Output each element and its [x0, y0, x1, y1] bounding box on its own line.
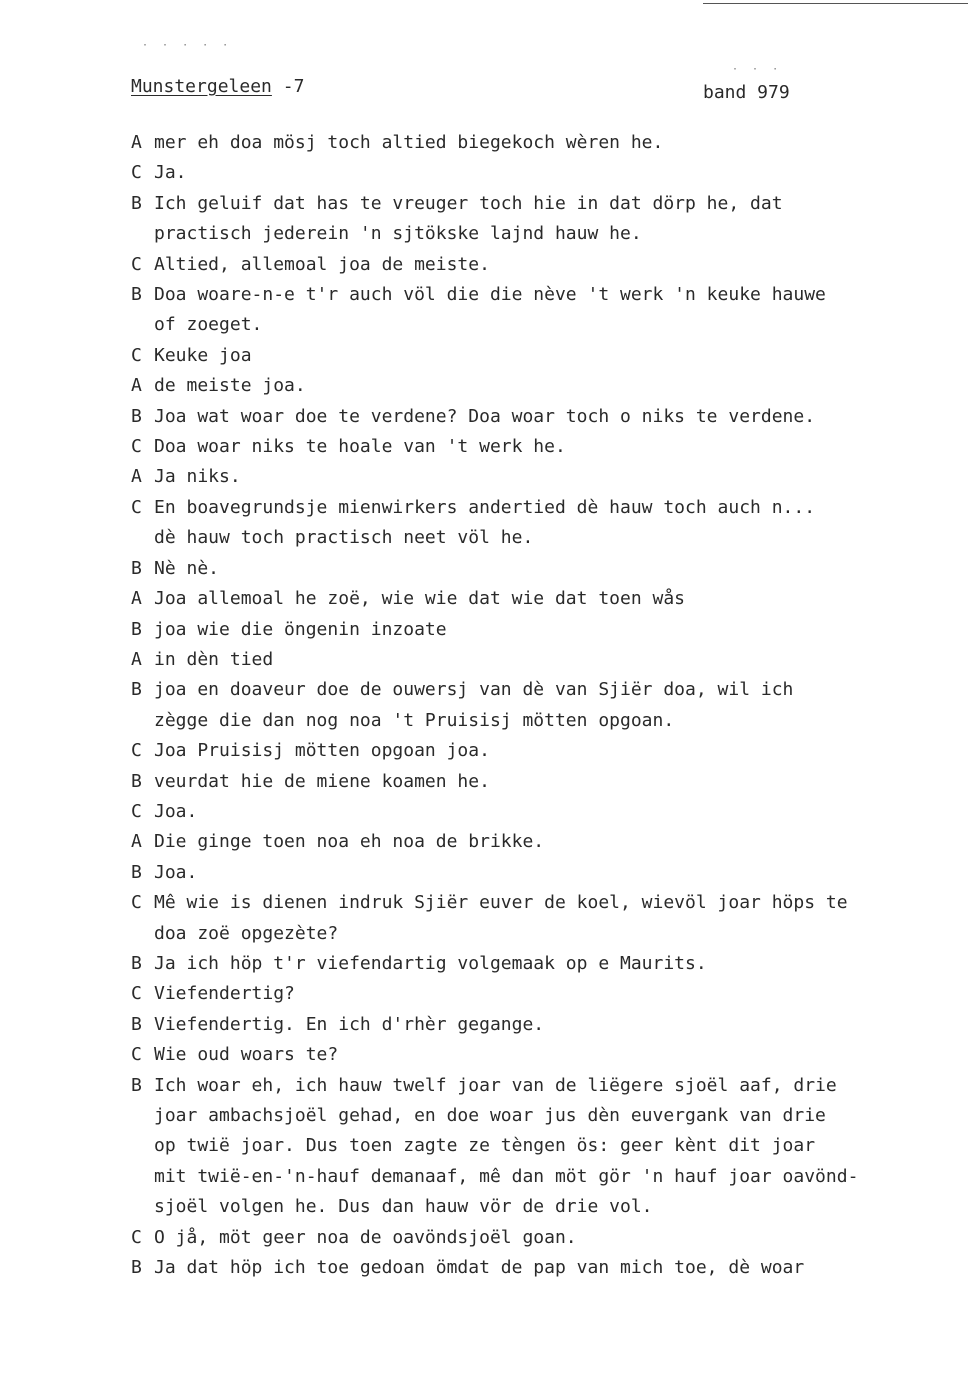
speaker-label: B — [131, 557, 142, 579]
speaker-label: A — [131, 588, 142, 610]
speaker-label: B — [131, 952, 142, 974]
speaker-label: C — [131, 740, 142, 762]
transcript-turn — [131, 797, 951, 827]
speaker-label: A — [131, 375, 142, 397]
turn-text: Joa Pruisisj mötten opgoan joa. — [154, 740, 490, 762]
turn-text: Joa. — [154, 861, 198, 883]
place-name: Munstergeleen — [131, 76, 272, 97]
page-header — [0, 76, 973, 106]
transcript-turn — [131, 949, 951, 979]
transcript-turn — [131, 341, 951, 371]
speaker-label: C — [131, 892, 142, 914]
transcript-turn — [131, 615, 951, 645]
speaker-label: B — [131, 1074, 142, 1096]
turn-text: joa en doaveur doe de ouwersj van dè van Sjiër doa, wil ich zègge die dan nog noa 't Pruisisj mötten opgoan. — [154, 679, 794, 731]
turn-text: Ja ich höp t'r viefendartig volgemaak op e Maurits. — [154, 952, 707, 974]
transcript-turn — [131, 402, 951, 432]
speck-marks: · · · · · — [142, 40, 233, 51]
speaker-label: C — [131, 800, 142, 822]
turn-text: veurdat hie de miene koamen he. — [154, 770, 490, 792]
speaker-label: A — [131, 132, 142, 153]
speaker-label: C — [131, 436, 142, 458]
turn-text: Doa woare-n-e t'r auch völ die die nève 't werk 'n keuke hauwe of zoeget. — [154, 284, 826, 336]
transcript-turn — [131, 371, 951, 401]
turn-text: in dèn tied — [154, 648, 274, 670]
transcript-turn — [131, 1071, 951, 1223]
turn-text: Mê wie is dienen indruk Sjiër euver de koel, wievöl joar höps te doa zoë opgezète? — [154, 892, 848, 944]
transcript-turn — [131, 858, 951, 888]
transcript-turn — [131, 767, 951, 797]
speaker-label: C — [131, 1226, 142, 1248]
transcript-turn — [131, 736, 951, 766]
speaker-label: B — [131, 861, 142, 883]
speaker-label: B — [131, 1013, 142, 1035]
transcript-turn — [131, 432, 951, 462]
turn-text: mer eh doa mösj toch altied biegekoch wèren he. — [154, 132, 664, 153]
speaker-label: C — [131, 496, 142, 518]
speaker-label: A — [131, 466, 142, 488]
turn-text: Altied, allemoal joa de meiste. — [154, 253, 490, 275]
speaker-label: C — [131, 344, 142, 366]
turn-text: Ja dat höp ich toe gedoan ömdat de pap van mich toe, dè woar — [154, 1257, 805, 1279]
turn-text: Ich woar eh, ich hauw twelf joar van de liëgere sjoël aaf, drie joar ambachsjoël gehad, en doe woar jus dèn euvergank van drie op twië joar. Dus toen zagte ze tèngen ös: geer kènt dit joar mit twië-en-'n-hauf demanaaf, mê dan möt gör 'n hauf joar oavönd- sjoël volgen he. Dus dan hauw vör de drie vol. — [154, 1074, 859, 1218]
transcript-turn — [131, 280, 951, 341]
turn-text: Wie oud woars te? — [154, 1044, 339, 1066]
page-number: -7 — [282, 76, 305, 97]
transcript-turn — [131, 675, 951, 736]
transcript-turn — [131, 250, 951, 280]
transcript-turn — [131, 554, 951, 584]
speaker-label: B — [131, 405, 142, 427]
turn-text: Joa allemoal he zoë, wie wie dat wie dat toen wås — [154, 588, 686, 610]
transcript-turn — [131, 189, 951, 250]
turn-text: joa wie die öngenin inzoate — [154, 618, 447, 640]
transcript-turn — [131, 158, 951, 188]
band-label: band 979 — [703, 82, 790, 103]
turn-text: Keuke joa — [154, 344, 252, 366]
turn-text: Die ginge toen noa eh noa de brikke. — [154, 831, 545, 853]
transcript — [131, 128, 951, 1283]
transcript-turn — [131, 827, 951, 857]
speaker-label: A — [131, 648, 142, 670]
turn-text: Nè nè. — [154, 557, 220, 579]
turn-text: Ja niks. — [154, 466, 241, 488]
turn-text: Ich geluif dat has te vreuger toch hie in dat dörp he, dat practisch jederein 'n sjtökske lajnd hauw he. — [154, 192, 783, 245]
transcript-turn — [131, 1010, 951, 1040]
transcript-turn — [131, 888, 951, 949]
speaker-label: B — [131, 679, 142, 701]
speaker-label: C — [131, 983, 142, 1005]
speaker-label: B — [131, 192, 142, 214]
transcript-turn — [131, 493, 951, 554]
turn-text: Ja. — [154, 162, 187, 184]
top-rule — [703, 3, 968, 4]
speaker-label: C — [131, 162, 142, 184]
page-title — [131, 76, 304, 97]
transcript-turn — [131, 1223, 951, 1253]
transcript-turn — [131, 462, 951, 492]
speaker-label: C — [131, 1044, 142, 1066]
transcript-turn — [131, 645, 951, 675]
turn-text: de meiste joa. — [154, 375, 306, 397]
speaker-label: B — [131, 1257, 142, 1279]
turn-text: Joa. — [154, 800, 198, 822]
transcript-turn — [131, 584, 951, 614]
transcript-turn — [131, 979, 951, 1009]
turn-text: En boavegrundsje mienwirkers andertied dè hauw toch auch n... dè hauw toch practisch neet völ he. — [154, 496, 816, 549]
turn-text: Viefendertig? — [154, 983, 295, 1005]
turn-text: Doa woar niks te hoale van 't werk he. — [154, 436, 566, 458]
speck-marks: · · · — [732, 64, 783, 75]
transcript-turn — [131, 1040, 951, 1070]
speaker-label: C — [131, 253, 142, 275]
speaker-label: B — [131, 770, 142, 792]
turn-text: Joa wat woar doe te verdene? Doa woar toch o niks te verdene. — [154, 405, 816, 427]
turn-text: O jå, möt geer noa de oavöndsjoël goan. — [154, 1226, 577, 1248]
speaker-label: B — [131, 618, 142, 640]
speaker-label: A — [131, 831, 142, 853]
transcript-turn — [131, 1253, 951, 1283]
speaker-label: B — [131, 284, 142, 306]
turn-text: Viefendertig. En ich d'rhèr gegange. — [154, 1013, 545, 1035]
transcript-turn — [131, 128, 951, 158]
